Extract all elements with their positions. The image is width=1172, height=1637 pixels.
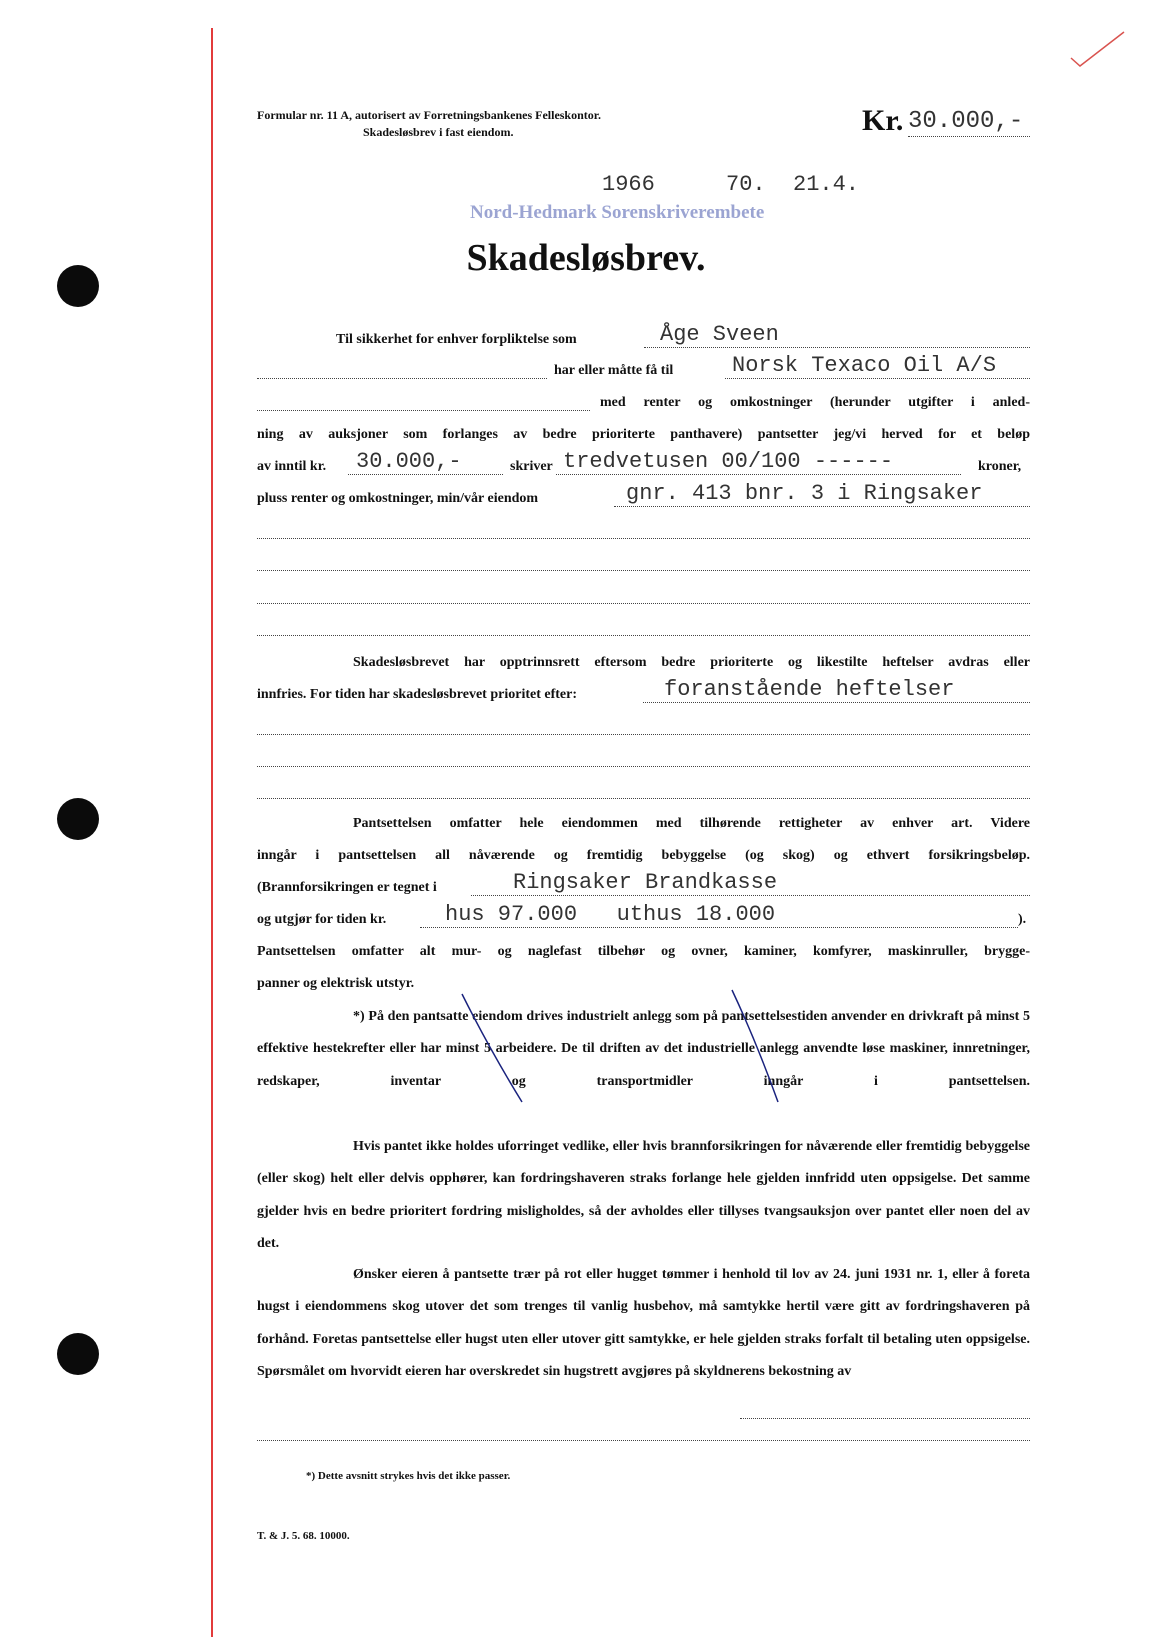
amount-label: av inntil kr. — [257, 459, 327, 474]
dotted-line — [471, 895, 1030, 896]
insurer-value: Ringsaker Brandkasse — [513, 870, 778, 895]
kr-label: Kr. — [862, 104, 904, 137]
industrial-paragraph: *) På den pantsatte eiendom drives industrielt anlegg som på pantsettelsestiden anvender en drivkraft på minst 5 effektive hestekrefter eller har minst 5 arbeidere. De til driften av det industrielle anlegg anvendte løse maskiner, innretninger, redskaper, inventar og transportmidler inngår i pantsettelsen. — [257, 1009, 1030, 1089]
dotted-line — [725, 378, 1030, 379]
insured-values-label: og utgjør for tiden kr. — [257, 912, 387, 927]
debtor-label: Til sikkerhet for enhver forpliktelse som — [336, 332, 577, 347]
court-stamp: Nord-Hedmark Sorenskriverembete — [470, 202, 765, 223]
dotted-line — [556, 474, 961, 475]
dotted-line — [257, 410, 590, 411]
dotted-line — [644, 347, 1030, 348]
check-mark-icon — [1068, 28, 1128, 70]
strike-mark-left — [460, 990, 540, 1110]
dotted-line — [614, 506, 1030, 507]
dotted-line — [257, 378, 547, 379]
insured-values-end: ). — [1018, 912, 1027, 927]
priority-value: foranstående heftelser — [664, 677, 955, 702]
print-code: T. & J. 5. 68. 10000. — [257, 1530, 350, 1542]
property-value: gnr. 413 bnr. 3 i Ringsaker — [626, 481, 983, 506]
dotted-line — [643, 702, 1030, 703]
property-label: pluss renter og omkostninger, min/vår eiendom — [257, 491, 539, 506]
dotted-line — [740, 1418, 1030, 1419]
strike-mark-right — [728, 986, 798, 1106]
dotted-line — [257, 798, 1030, 799]
dotted-line — [257, 766, 1030, 767]
debtor-value: Åge Sveen — [660, 322, 779, 347]
registration-number: 70. — [726, 172, 766, 197]
insurer-label: (Brannforsikringen er tegnet i — [257, 880, 437, 895]
line3-text: med renter og omkostninger (herunder utgifter i anled- — [600, 395, 1030, 410]
kr-amount: 30.000,- — [908, 108, 1024, 135]
amount-words: tredvetusen 00/100 ------ — [563, 449, 894, 474]
form-header-line1: Formular nr. 11 A, autorisert av Forretningsbankenes Felleskontor. — [257, 108, 602, 122]
insured-values: hus 97.000 uthus 18.000 — [445, 902, 776, 927]
kroner-label: kroner, — [978, 459, 1022, 474]
dotted-line — [257, 538, 1030, 539]
pledge-line1: Pantsettelsen omfatter hele eiendommen med tilhørende rettigheter av enhver art. Videre — [353, 816, 1030, 831]
kr-amount-underline — [908, 136, 1030, 137]
amount-digits: 30.000,- — [356, 449, 462, 474]
maintenance-paragraph: Hvis pantet ikke holdes uforringet vedlike, eller hvis brannforsikringen for nåværende eller fremtidig bebyggelse (eller skog) helt eller delvis opphører, kan fordringshaveren straks forlange hele gjelden innfridd uten oppsigelse. Det samme gjelder hvis en bedre prioritert fordring misligholdes, så der avholdes eller tillyses tvangsauksjon over pantet eller noen del av det. — [257, 1139, 1030, 1251]
creditor-label: har eller måtte få til — [554, 363, 674, 378]
dotted-line — [420, 927, 1018, 928]
punch-hole-middle — [57, 798, 99, 840]
registration-year: 1966 — [602, 172, 655, 197]
priority-line1: Skadesløsbrevet har opptrinnsrett eftersom bedre prioriterte og likestilte heftelser avdras eller — [353, 655, 1030, 670]
dotted-line — [257, 570, 1030, 571]
dotted-line — [257, 1440, 1030, 1441]
amount-words-label: skriver — [510, 459, 553, 474]
line4-text: ning av auksjoner som forlanges av bedre prioriterte panthavere) pantsetter jeg/vi herved for et beløp — [257, 427, 1030, 442]
dotted-line — [257, 635, 1030, 636]
footnote: *) Dette avsnitt strykes hvis det ikke passer. — [306, 1470, 511, 1482]
punch-hole-bottom — [57, 1333, 99, 1375]
form-header-line2: Skadesløsbrev i fast eiendom. — [363, 125, 514, 139]
creditor-value: Norsk Texaco Oil A/S — [732, 353, 997, 378]
pledge-line2: inngår i pantsettelsen all nåværende og fremtidig bebyggelse (og skog) og ethvert forsikringsbeløp. — [257, 848, 1030, 863]
document-title: Skadesløsbrev. — [466, 237, 706, 279]
timber-paragraph: Ønsker eieren å pantsette trær på rot eller hugget tømmer i henhold til lov av 24. juni 1931 nr. 1, eller å foreta hugst i eiendommens skog utover det som trenges til vanlig husbehov, må samtykke hertil være gitt av fordringshaveren på forhånd. Foretas pantsettelse eller hugst uten eller utover gitt samtykke, er hele gjelden straks forfalt til betaling uten oppsigelse. Spørsmålet om hvorvidt eieren har overskredet sin hugstrett avgjøres på skyldnerens bekostning av — [257, 1267, 1030, 1379]
dotted-line — [257, 734, 1030, 735]
priority-label: innfries. For tiden har skadesløsbrevet prioritet efter: — [257, 687, 578, 702]
dotted-line — [257, 603, 1030, 604]
registration-date: 21.4. — [793, 172, 860, 197]
pledge-line5: Pantsettelsen omfatter alt mur- og naglefast tilbehør og ovner, kaminer, komfyrer, maskinruller, brygge- — [257, 944, 1030, 959]
pledge-line6: panner og elektrisk utstyr. — [257, 976, 415, 991]
dotted-line — [348, 474, 503, 475]
